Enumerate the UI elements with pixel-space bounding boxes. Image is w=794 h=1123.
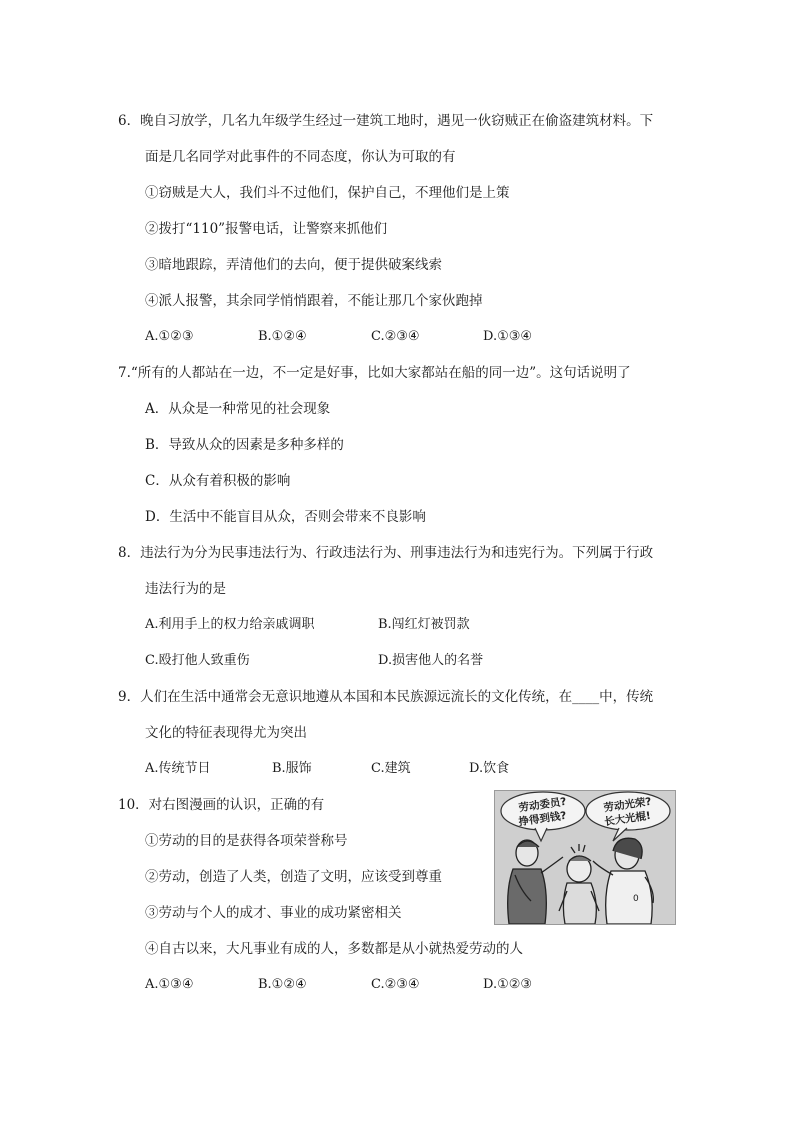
- svg-text:0: 0: [633, 894, 639, 904]
- q8-stem-line2: 违法行为的是: [145, 581, 226, 597]
- q10-item-2: ②劳动，创造了人类，创造了文明，应该受到尊重: [145, 869, 442, 885]
- q8-option-d: D.损害他人的名誉: [378, 653, 484, 668]
- q7-option-d: D．生活中不能盲目从众，否则会带来不良影响: [145, 509, 426, 525]
- q6-item-4: ④派人报警，其余同学悄悄跟着，不能让那几个家伙跑掉: [145, 293, 483, 309]
- q10-option-c: C.②③④: [371, 977, 420, 992]
- q10-item-4: ④自古以来，大凡事业有成的人，多数都是从小就热爱劳动的人: [145, 941, 523, 957]
- q10-item-1: ①劳动的目的是获得各项荣誉称号: [145, 833, 348, 849]
- left-bubble-line-1: 劳动委员?: [517, 795, 568, 815]
- q7-option-b: B．导致从众的因素是多种多样的: [145, 437, 344, 453]
- q9-stem-line1: 9．人们在生活中通常会无意识地遵从本国和本民族源远流长的文化传统，在____中，传统: [118, 689, 654, 705]
- q6-option-d: D.①③④: [483, 329, 533, 344]
- left-bubble-line-2: 挣得到钱?: [517, 809, 568, 829]
- q8-option-a: A.利用手上的权力给亲戚调职: [145, 617, 315, 632]
- q6-stem-line2: 面是几名同学对此事件的不同态度，你认为可取的有: [145, 149, 456, 165]
- right-bubble-line-2: 长大光棍!: [603, 809, 652, 829]
- q9-option-a: A.传统节日: [145, 761, 211, 776]
- q9-option-b: B.服饰: [272, 761, 312, 776]
- q6-item-1: ①窃贼是大人，我们斗不过他们，保护自己，不理他们是上策: [145, 185, 510, 201]
- q6-option-c: C.②③④: [371, 329, 420, 344]
- q10-option-b: B.①②④: [258, 977, 307, 992]
- q6-option-b: B.①②④: [258, 329, 307, 344]
- q10-option-d: D.①②③: [483, 977, 533, 992]
- q10-item-3: ③劳动与个人的成才、事业的成功紧密相关: [145, 905, 402, 921]
- q6-stem-line1: 6．晚自习放学，几名九年级学生经过一建筑工地时，遇见一伙窃贼正在偷盗建筑材料。下: [118, 113, 654, 129]
- q8-option-b: B.闯红灯被罚款: [378, 617, 470, 632]
- q6-item-3: ③暗地跟踪，弄清他们的去向，便于提供破案线索: [145, 257, 442, 273]
- cartoon-illustration: [495, 791, 675, 924]
- q8-option-c: C.殴打他人致重伤: [145, 653, 250, 668]
- q9-stem-line2: 文化的特征表现得尤为突出: [145, 725, 307, 741]
- q8-stem-line1: 8．违法行为分为民事违法行为、行政违法行为、刑事违法行为和违宪行为。下列属于行政: [118, 545, 654, 561]
- q9-option-d: D.饮食: [469, 761, 510, 776]
- q7-stem: 7.“所有的人都站在一边，不一定是好事，比如大家都站在船的同一边”。这句话说明了: [118, 365, 631, 381]
- q6-option-a: A.①②③: [145, 329, 194, 344]
- q10-stem: 10．对右图漫画的认识，正确的有: [118, 797, 325, 813]
- q9-option-c: C.建筑: [371, 761, 411, 776]
- right-bubble-line-1: 劳动光荣?: [602, 795, 653, 815]
- q10-option-a: A.①③④: [145, 977, 194, 992]
- q7-option-a: A．从众是一种常见的社会现象: [145, 401, 331, 417]
- q7-option-c: C．从众有着积极的影响: [145, 473, 291, 489]
- labor-cartoon: [494, 790, 676, 925]
- q6-item-2: ②拨打“110”报警电话，让警察来抓他们: [145, 221, 388, 237]
